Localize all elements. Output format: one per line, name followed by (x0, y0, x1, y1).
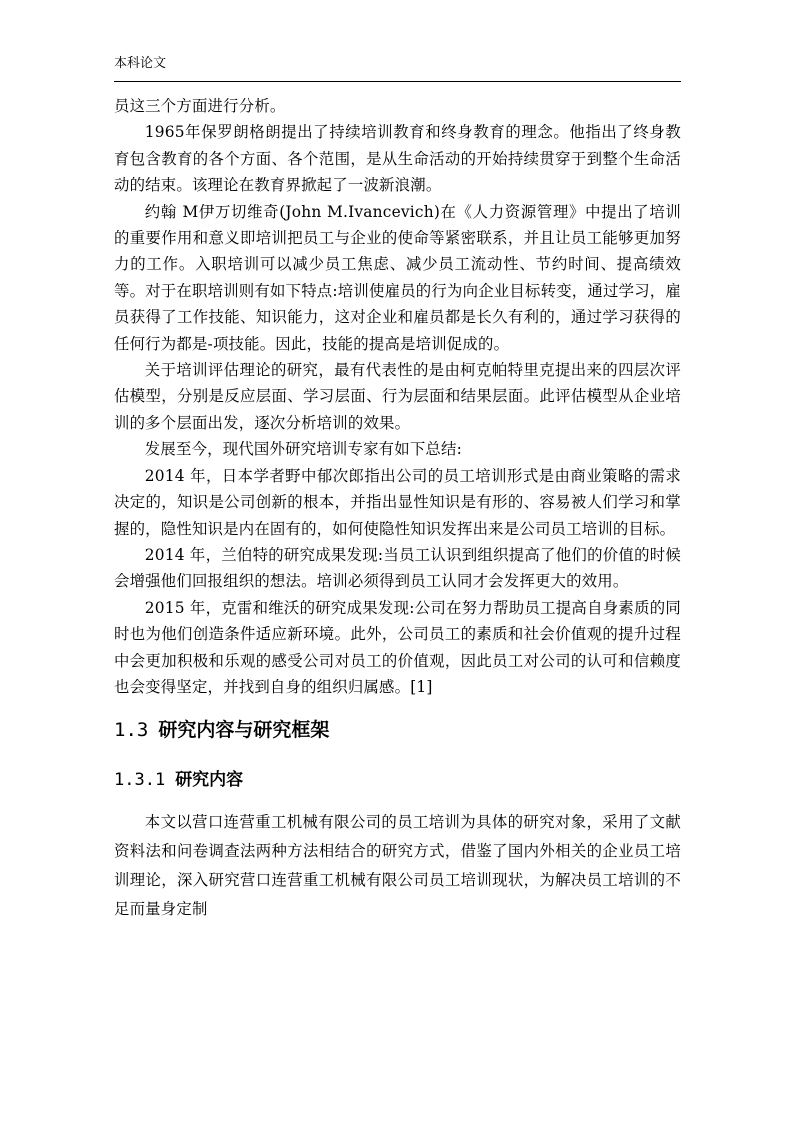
subsection-heading (114, 762, 681, 798)
header-rule (114, 81, 681, 82)
paragraph-ivancevich: 约翰 M伊万切维奇(John M.Ivancevich)在《人力资源管理》中提出了培训的重要作用和意义即培训把员工与企业的使命等紧密联系，并且让员工能够更加努力的工作。入职培训可以减少员工焦虑、减少员工流动性、节约时间、提高绩效等。对于在职培训则有如下特点:培训使雇员的行为向企业目标转变，通过学习，雇员获得了工作技能、知识能力，这对企业和雇员都是长久有利的，通过学习获得的任何行为都是-项技能。因此，技能的提高是培训促成的。 (114, 202, 681, 353)
heading-spacer (114, 798, 681, 808)
paragraph-lambert: 2014 年，兰伯特的研究成果发现:当员工认识到组织提高了他们的价值的时候会增强他们回报组织的想法。培训必须得到员工认同才会发挥更大的效用。 (114, 545, 681, 591)
subsection-number: 1.3.1 (114, 770, 166, 791)
paragraph-lengrand: 1965年保罗朗格朗提出了持续培训教育和终身教育的理念。他指出了终身教育包含教育的各个方面、各个范围，是从生命活动的开始持续贯穿于到整个生命活动的结束。该理论在教育界掀起了一波新浪潮。 (114, 123, 681, 195)
subsection-title: 研究内容 (175, 770, 244, 791)
page-body (114, 93, 681, 924)
paragraph-nonaka: 2014 年，日本学者野中郁次郎指出公司的员工培训形式是由商业策略的需求决定的，知识是公司创新的根本，并指出显性知识是有形的、容易被人们学习和掌握的，隐性知识是内在固有的，如何使隐性知识发挥出来是公司员工培训的目标。 (114, 466, 681, 538)
running-header: 本科论文 (114, 56, 167, 71)
paragraph-research-content: 本文以营口连营重工机械有限公司的员工培训为具体的研究对象，采用了文献资料法和问卷调查法两种方法相结合的研究方式，借鉴了国内外相关的企业员工培训理论，深入研究营口连营重工机械有限公司员工培训现状，为解决员工培训的不足而量身定制 (114, 813, 681, 919)
paragraph-summary-intro: 发展至今，现代国外研究培训专家有如下总结: (144, 440, 462, 459)
paragraph-kirkpatrick: 关于培训评估理论的研究，最有代表性的是由柯克帕特里克提出来的四层次评估模型，分别是反应层面、学习层面、行为层面和结果层面。此评估模型从企业培训的多个层面出发，逐次分析培训的效果。 (114, 361, 681, 432)
section-number: 1.3 (114, 719, 149, 742)
section-title: 研究内容与研究框架 (158, 719, 330, 742)
paragraph-continuation: 员这三个方面进行分析。 (114, 97, 286, 115)
paragraph-clay-weaver: 2015 年，克雷和维沃的研究成果发现:公司在努力帮助员工提高自身素质的同时也为他们创造条件适应新环境。此外，公司员工的素质和社会价值观的提升过程中会更加积极和乐观的感受公司对员工的价值观，因此员工对公司的认可和信赖度也会变得坚定，并找到自身的组织归属感。[1] (114, 598, 681, 696)
section-heading (114, 710, 681, 750)
